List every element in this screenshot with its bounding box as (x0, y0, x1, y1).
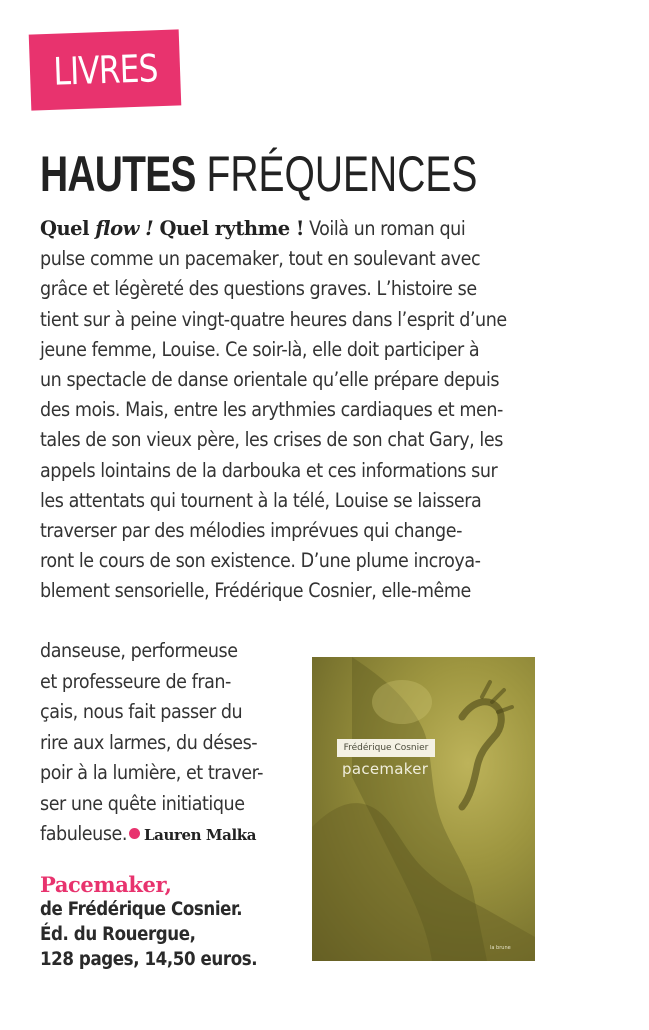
article-line: grâce et légèreté des questions graves. L’histoire se (40, 277, 477, 301)
book-info (40, 872, 257, 972)
book-cover-image (312, 657, 535, 961)
article-line: tient sur à peine vingt-quatre heures dans l’esprit d’une (40, 307, 507, 331)
book-title: Pacemaker, (40, 872, 172, 897)
lead-in (40, 217, 304, 240)
article-line: blement sensorielle, Frédérique Cosnier, elle-même (40, 579, 471, 603)
article-line: les attentats qui tournent à la télé, Louise se laissera (40, 488, 482, 512)
article-line: pulse comme un pacemaker, tout en soulevant avec (40, 247, 481, 271)
section-rubric (29, 29, 182, 110)
article-line: rire aux larmes, du déses- (40, 730, 258, 754)
article-line: ront le cours de son existence. D’une plume incroya- (40, 549, 481, 573)
headline-bold: HAUTES (40, 146, 196, 202)
lead-in-italic: flow ! (95, 217, 154, 240)
cover-publisher: la brune (490, 945, 511, 951)
article-line: et professeure de fran- (40, 669, 231, 693)
article-body (40, 214, 618, 607)
cover-author: Frédérique Cosnier (343, 743, 429, 753)
article-line: appels lointains de la darbouka et ces informations sur (40, 458, 498, 482)
lead-in-part1: Quel (40, 217, 89, 240)
author-dot-icon (129, 828, 140, 839)
article-line-text: Voilà un roman qui (303, 217, 466, 240)
cover-author-band (337, 739, 435, 757)
article-line: çais, nous fait passer du (40, 700, 243, 723)
headline-light: FRÉQUENCES (206, 146, 478, 202)
cover-dancer-illustration (312, 657, 535, 961)
cover-title: pacemaker (342, 760, 429, 778)
article-line (40, 214, 618, 244)
article-line: traverser par des mélodies imprévues qui change- (40, 519, 462, 543)
article-body-continued (40, 636, 290, 851)
article-line: jeune femme, Louise. Ce soir-là, elle doit participer à (40, 337, 480, 361)
section-label: LIVRES (52, 46, 158, 94)
article-headline (40, 140, 477, 208)
article-line: ser une quête initiatique (40, 791, 245, 815)
article-line: tales de son vieux père, les crises de son chat Gary, les (40, 428, 503, 452)
lead-in-part2: Quel rythme ! (159, 217, 304, 240)
book-publisher: Éd. du Rouergue, (40, 924, 196, 945)
article-line: poir à la lumière, et traver- (40, 761, 264, 784)
article-author: Lauren Malka (143, 826, 257, 844)
article-line: danseuse, performeuse (40, 639, 238, 662)
article-line: un spectacle de danse orientale qu’elle prépare depuis (40, 368, 500, 392)
article-line-text: fabuleuse. (40, 822, 127, 845)
article-line-final (40, 819, 290, 851)
article-line: des mois. Mais, entre les arythmies cardiaques et men- (40, 398, 503, 422)
book-author: de Frédérique Cosnier. (40, 899, 243, 920)
book-details: 128 pages, 14,50 euros. (40, 949, 258, 970)
